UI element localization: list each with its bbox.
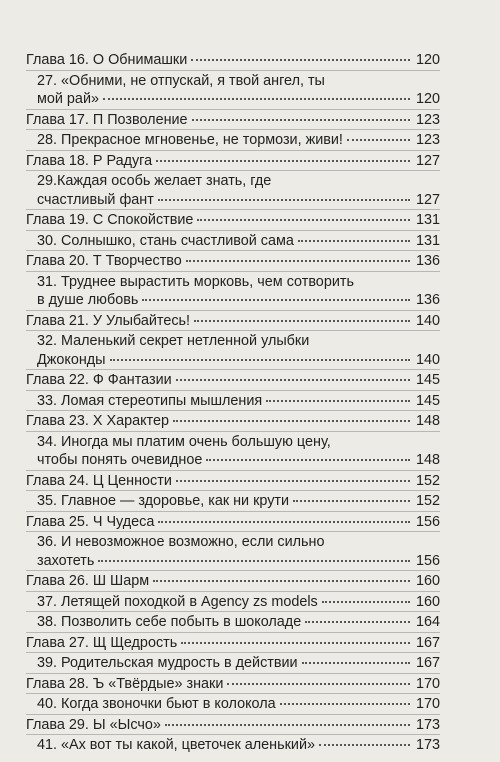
- toc-entry-title: 33. Ломая стереотипы мышления: [37, 392, 263, 409]
- dot-leader: [173, 420, 410, 422]
- toc-entry-line: [26, 252, 440, 271]
- dot-leader: [142, 299, 410, 301]
- toc-entry-title: 41. «Ах вот ты какой, цветочек аленький»: [37, 737, 315, 753]
- dot-leader: [156, 160, 410, 162]
- toc-entry-title: Глава 29. Ы «Ысчо»: [26, 716, 161, 733]
- toc-entry: [26, 50, 440, 70]
- toc-entry-line: [37, 593, 440, 612]
- toc-entry: [26, 129, 440, 150]
- page-number: 123: [415, 132, 440, 148]
- toc-entry: [26, 150, 440, 171]
- toc-entry-title-line1: 29.Каждая особь желает знать, где: [37, 173, 272, 189]
- toc-entry-title: Глава 27. Щ Щедрость: [26, 634, 178, 651]
- page-number: 136: [415, 253, 440, 269]
- page-number: 152: [415, 472, 440, 489]
- toc-entry-line: [26, 634, 440, 653]
- toc-entry-title-line1: 36. И невозможное возможно, если сильно: [37, 534, 325, 550]
- dot-leader: [165, 724, 410, 726]
- toc-entry: [26, 570, 440, 591]
- toc-entry-line: [37, 131, 440, 150]
- toc-entry: [26, 734, 440, 755]
- page-number: 127: [415, 191, 440, 208]
- toc-entry-line: [26, 371, 440, 390]
- toc-entry-title-line1: 31. Труднее вырастить морковь, чем сотворить: [37, 273, 354, 290]
- toc-entry-title: 39. Родительская мудрость в действии: [37, 655, 298, 671]
- dot-leader: [103, 98, 410, 100]
- dot-leader: [206, 459, 410, 461]
- toc-entry: [26, 369, 440, 390]
- toc-entry-title: 37. Летящей походкой в Agency zs models: [37, 593, 318, 610]
- toc-entry-title: счастливый фант: [37, 191, 154, 208]
- toc-entry-title: в душе любовь: [37, 292, 139, 308]
- page-number: 173: [415, 737, 440, 753]
- dot-leader: [98, 560, 410, 562]
- toc-entry: [26, 470, 440, 491]
- page-number: 156: [415, 552, 440, 569]
- toc-entry: [26, 693, 440, 714]
- toc-entry-line: [37, 492, 440, 511]
- page-number: 160: [415, 593, 440, 610]
- toc-entry-title: мой рай»: [37, 91, 99, 107]
- toc-entry-title: 40. Когда звоночки бьют в колокола: [37, 696, 276, 712]
- toc-entry-title: Глава 23. Х Характер: [26, 413, 169, 429]
- toc-entry-title: Глава 22. Ф Фантазии: [26, 372, 172, 388]
- toc-entry: [26, 652, 440, 673]
- toc-entry-line: [37, 451, 440, 470]
- page-number: 148: [415, 452, 440, 468]
- toc-entry: [26, 531, 440, 570]
- toc-entry: [26, 170, 440, 209]
- page-number: 173: [415, 716, 440, 733]
- toc-entry-line: [37, 351, 440, 370]
- page-number: 120: [415, 91, 440, 107]
- toc-entry: [26, 632, 440, 653]
- toc-entry-line: [37, 654, 440, 673]
- toc-entry-line: [26, 211, 440, 230]
- page-number: 140: [415, 312, 440, 329]
- toc-entry-line: [37, 552, 440, 571]
- dot-leader: [298, 240, 410, 242]
- toc-entry-title: Джоконды: [37, 351, 106, 368]
- dot-leader: [266, 400, 410, 402]
- toc-entry-title: Глава 24. Ц Ценности: [26, 472, 172, 489]
- toc-entry: [26, 70, 440, 109]
- dot-leader: [158, 521, 410, 523]
- toc-entry: [26, 271, 440, 310]
- toc-entry: [26, 431, 440, 470]
- page-number: 170: [415, 675, 440, 692]
- toc-entry-line: [26, 111, 440, 130]
- toc-entry-title: 35. Главное — здоровье, как ни крути: [37, 493, 290, 509]
- page-number: 120: [415, 52, 440, 68]
- page-number: 160: [415, 573, 440, 589]
- dot-leader: [347, 139, 410, 141]
- toc-entry: [26, 511, 440, 532]
- dot-leader: [280, 703, 410, 705]
- dot-leader: [176, 379, 410, 381]
- page-number: 145: [415, 392, 440, 409]
- toc-entry-title: Глава 26. Ш Шарм: [26, 573, 150, 589]
- toc-entry: [26, 591, 440, 612]
- dot-leader: [176, 480, 410, 482]
- toc-entry: [26, 673, 440, 694]
- dot-leader: [153, 580, 410, 582]
- toc-entry-line: [26, 412, 440, 431]
- dot-leader: [302, 662, 410, 664]
- dot-leader: [181, 642, 410, 644]
- page-number: 167: [415, 634, 440, 651]
- toc-entry: [26, 250, 440, 271]
- page-number: 167: [415, 655, 440, 671]
- dot-leader: [192, 119, 410, 121]
- toc-entry: [26, 490, 440, 511]
- page-number: 164: [415, 614, 440, 630]
- toc-entry: [26, 310, 440, 331]
- dot-leader: [293, 500, 410, 502]
- toc-entry-line: [26, 51, 440, 70]
- dot-leader: [305, 621, 410, 623]
- dot-leader: [319, 744, 410, 746]
- toc-entry-title: 28. Прекрасное мгновенье, не тормози, живи!: [37, 132, 343, 148]
- toc-entry-line: [37, 90, 440, 109]
- dot-leader: [194, 320, 410, 322]
- toc-entry-line: [37, 291, 440, 310]
- toc-entry-title: Глава 25. Ч Чудеса: [26, 513, 155, 530]
- toc-entry: [26, 390, 440, 411]
- toc-entry: [26, 714, 440, 735]
- toc-entry-line: [37, 613, 440, 632]
- toc-entry-line: [26, 312, 440, 331]
- toc-entry-title-line1: 34. Иногда мы платим очень большую цену,: [37, 433, 331, 450]
- page-number: 136: [415, 292, 440, 308]
- toc-entry-title: Глава 18. Р Радуга: [26, 152, 153, 169]
- toc-entry-line: [37, 736, 440, 755]
- toc-entry-line: [37, 392, 440, 411]
- dot-leader: [322, 601, 410, 603]
- toc-entry-title: Глава 28. Ъ «Твёрдые» знаки: [26, 675, 224, 692]
- dot-leader: [197, 219, 410, 221]
- toc-entry: [26, 611, 440, 632]
- toc-entry-title: Глава 16. О Обнимашки: [26, 52, 188, 68]
- page-number: 152: [415, 493, 440, 509]
- toc-entry-title-line1: 27. «Обними, не отпускай, я твой ангел, ты: [37, 72, 325, 89]
- toc-entry-title-line1: 32. Маленький секрет нетленной улыбки: [37, 333, 310, 349]
- toc-entry-title: 30. Солнышко, стань счастливой сама: [37, 232, 294, 249]
- toc-entry-title: Глава 21. У Улыбайтесь!: [26, 312, 191, 329]
- toc-entry: [26, 209, 440, 230]
- table-of-contents: [26, 50, 440, 755]
- toc-entry-line: [26, 675, 440, 694]
- toc-entry-line: [26, 716, 440, 735]
- toc-entry-title: захотеть: [37, 552, 95, 569]
- page-number: 145: [415, 372, 440, 388]
- toc-entry-line: [26, 472, 440, 491]
- toc-entry-title: Глава 17. П Позволение: [26, 111, 188, 128]
- toc-entry-line: [26, 152, 440, 171]
- toc-entry-line: [26, 572, 440, 591]
- page-number: 140: [415, 351, 440, 368]
- toc-entry-title: 38. Позволить себе побыть в шоколаде: [37, 614, 302, 630]
- toc-entry: [26, 410, 440, 431]
- toc-entry-line: [37, 695, 440, 714]
- dot-leader: [158, 199, 410, 201]
- toc-entry-title: Глава 19. С Спокойствие: [26, 212, 194, 228]
- page-number: 123: [415, 111, 440, 128]
- page-number: 127: [415, 152, 440, 169]
- toc-entry: [26, 330, 440, 369]
- toc-entry: [26, 109, 440, 130]
- dot-leader: [191, 59, 410, 61]
- dot-leader: [110, 359, 410, 361]
- page-number: 170: [415, 696, 440, 712]
- toc-entry-title: Глава 20. Т Творчество: [26, 253, 182, 269]
- page-number: 131: [415, 212, 440, 228]
- toc-entry-line: [26, 513, 440, 532]
- page-number: 156: [415, 513, 440, 530]
- toc-entry-title: чтобы понять очевидное: [37, 452, 203, 468]
- dot-leader: [186, 260, 410, 262]
- toc-entry: [26, 230, 440, 251]
- page-number: 148: [415, 413, 440, 429]
- toc-entry-line: [37, 191, 440, 210]
- dot-leader: [227, 683, 410, 685]
- toc-entry-line: [37, 232, 440, 251]
- page-number: 131: [415, 232, 440, 249]
